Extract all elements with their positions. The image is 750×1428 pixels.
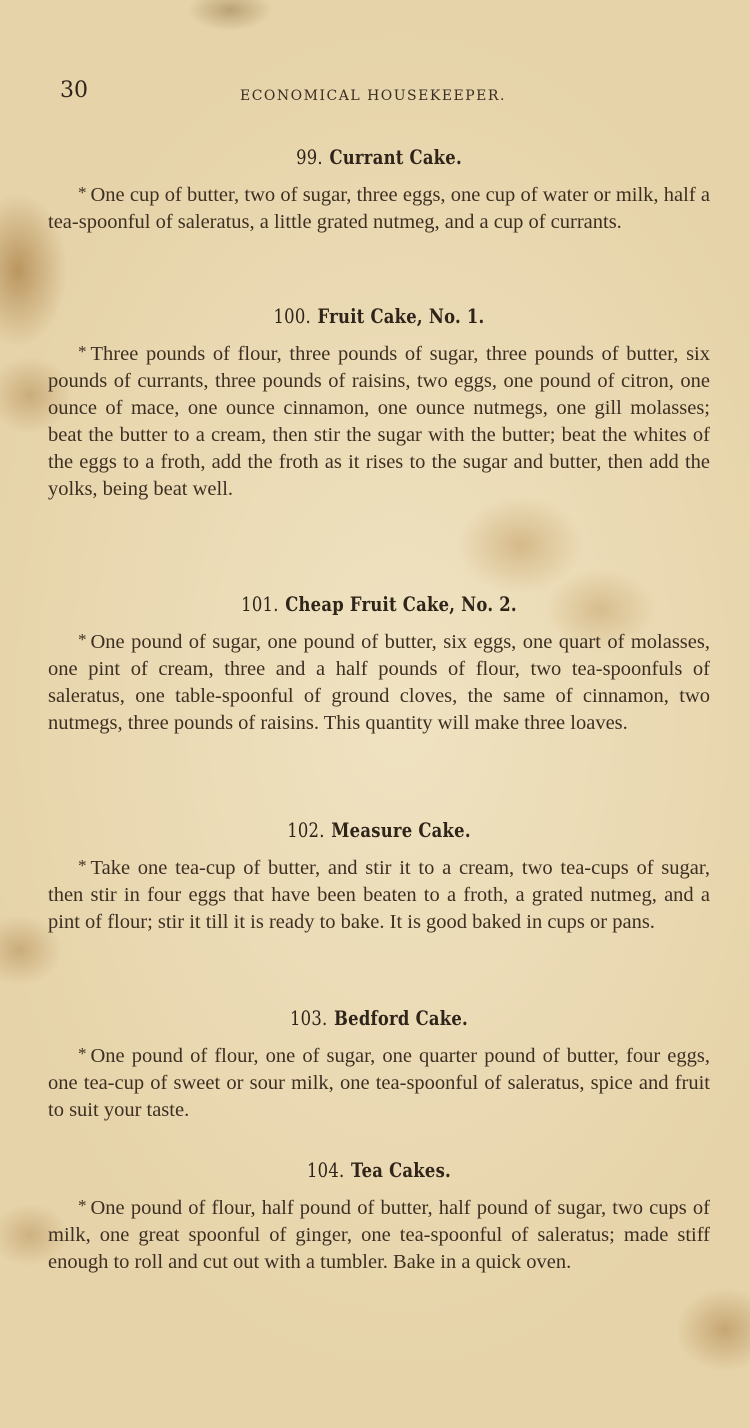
recipe-heading (108, 818, 651, 842)
page-number: 30 (60, 78, 88, 103)
recipe-text (48, 179, 710, 236)
recipe-104 (48, 1158, 710, 1276)
recipe-number: 100. (273, 304, 311, 328)
recipe-marker: * (78, 1044, 87, 1063)
recipe-title: Fruit Cake, No. 1. (317, 304, 485, 328)
recipe-number: 102. (287, 818, 325, 842)
recipe-text (48, 338, 710, 503)
page-header (60, 78, 720, 110)
recipe-title: Currant Cake. (329, 145, 462, 169)
recipe-103 (48, 1006, 710, 1124)
recipe-body: Three pounds of flour, three pounds of sugar, three pounds of butter, six pounds of currants, three pounds of raisins, two eggs, one pound of citron, one ounce of mace, one ounce cinnamon, one ounce nutmegs, one gill molasses; beat the butter to a cream, then stir the sugar with the butter; beat the whites of the eggs to a froth, add the froth as it rises to the sugar and butter, then add the yolks, being beat well. (48, 343, 710, 500)
recipe-body: One pound of sugar, one pound of butter, six eggs, one quart of molasses, one pint of cream, three and a half pounds of flour, two tea-spoonfuls of saleratus, one table-spoonful of ground cloves, the same of cinnamon, two nutmegs, three pounds of raisins. This quantity will make three loaves. (48, 631, 710, 734)
recipe-marker: * (78, 1196, 87, 1215)
recipe-102 (48, 818, 710, 936)
recipe-title: Bedford Cake. (334, 1006, 469, 1030)
recipe-text (48, 626, 710, 737)
recipe-body: One cup of butter, two of sugar, three eggs, one cup of water or milk, half a tea-spoonful of saleratus, a little grated nutmeg, and a cup of currants. (48, 184, 710, 233)
recipe-body: One pound of flour, half pound of butter, half pound of sugar, two cups of milk, one great spoonful of ginger, one tea-spoonful of saleratus; made stiff enough to roll and cut out with a tumbler. Bake in a quick oven. (48, 1197, 710, 1273)
recipe-title: Cheap Fruit Cake, No. 2. (285, 592, 517, 616)
recipe-number: 104. (306, 1158, 345, 1182)
recipe-text (48, 1040, 710, 1124)
recipe-100 (48, 304, 710, 503)
recipe-marker: * (78, 183, 87, 202)
recipe-marker: * (78, 342, 87, 361)
recipe-marker: * (78, 630, 87, 649)
recipe-number: 103. (289, 1006, 328, 1030)
recipe-body: Take one tea-cup of butter, and stir it to a cream, two tea-cups of sugar, then stir in four eggs that have been beaten to a froth, a grated nutmeg, and a pint of flour; stir it till it is ready to bake. It is good baked in cups or pans. (48, 857, 710, 933)
recipe-number: 101. (241, 592, 279, 616)
recipe-heading (108, 304, 651, 328)
recipe-marker: * (78, 856, 87, 875)
recipe-number: 99. (296, 145, 323, 169)
recipe-title: Tea Cakes. (351, 1158, 452, 1182)
running-head: ECONOMICAL HOUSEKEEPER. (240, 88, 506, 104)
recipe-101 (48, 592, 710, 737)
recipe-text (48, 852, 710, 936)
recipe-heading (108, 1006, 651, 1030)
recipe-title: Measure Cake. (331, 818, 471, 842)
recipe-99 (48, 145, 710, 236)
recipe-text (48, 1192, 710, 1276)
recipe-body: One pound of flour, one of sugar, one quarter pound of butter, four eggs, one tea-cup of sweet or sour milk, one tea-spoonful of saleratus, spice and fruit to suit your taste. (48, 1045, 710, 1121)
recipe-heading (108, 592, 651, 616)
recipe-heading (108, 145, 651, 169)
recipe-heading (108, 1158, 651, 1182)
